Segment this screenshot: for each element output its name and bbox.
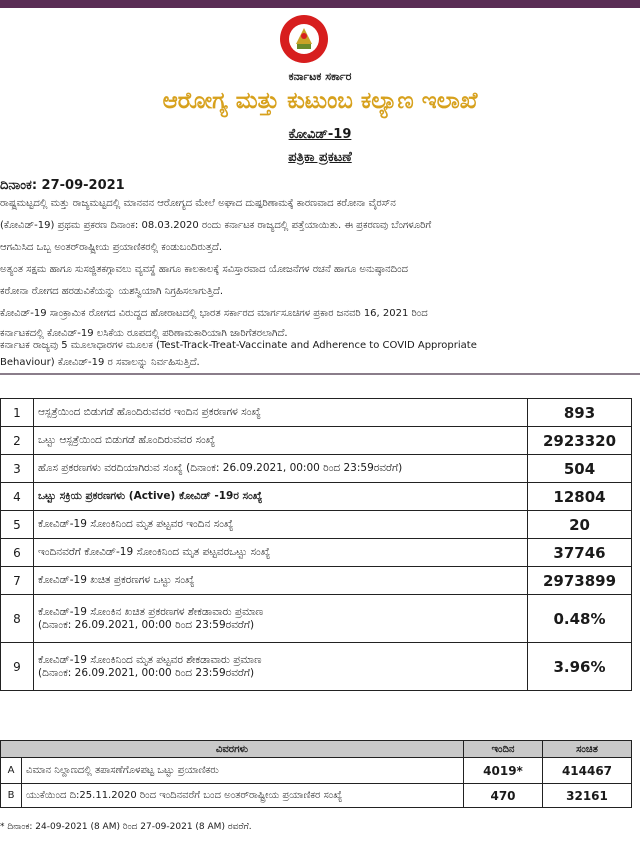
intro-line: ಆಗಮಿಸಿದ ಒಬ್ಬ ಅಂತರ್‌ರಾಷ್ಟ್ರೀಯ ಪ್ರಯಾಣಿಕರಲ್ಲಿ ಕಂಡುಬಂದಿರುತ್ತದೆ. <box>0 242 223 253</box>
intro-line: (ಕೋವಿಡ್-19) ಪ್ರಥಮ ಪ್ರಕರಣ ದಿನಾಂಕ: 08.03.2020 ರಂದು ಕರ್ನಾಟಕ ರಾಜ್ಯದಲ್ಲಿ ಪತ್ತೆಯಾಯಿತು. ಈ ಪ್ರಕರಣವು ಬೆಂಗಳೂರಿಗೆ <box>0 220 432 231</box>
table-row <box>1 399 632 427</box>
intro-line: ರಾಷ್ಟ್ರಮಟ್ಟದಲ್ಲಿ ಮತ್ತು ರಾಜ್ಯಮಟ್ಟದಲ್ಲಿ ಮಾನವನ ಆರೋಗ್ಯದ ಮೇಲೆ ಅಘಾದ ದುಷ್ಪರಿಣಾಮಕ್ಕೆ ಕಾರಣವಾದ ಕರೋನಾ ವೈರಸ್‌ನ <box>0 198 396 209</box>
table-row <box>1 539 632 567</box>
row-id: B <box>1 784 22 808</box>
row-cumulative: 32161 <box>543 784 632 808</box>
table-row <box>1 595 632 643</box>
col-header-cumulative: ಸಂಚಿತ <box>543 741 632 758</box>
row-label: ಹೊಸ ಪ್ರಕರಣಗಳು ವರದಿಯಾಗಿರುವ ಸಂಖ್ಯೆ (ದಿನಾಂಕ: 26.09.2021, 00:00 ರಿಂದ 23:59ರವರೆಗೆ) <box>34 455 528 483</box>
table-row <box>1 511 632 539</box>
row-number: 4 <box>1 483 34 511</box>
row-number: 9 <box>1 643 34 691</box>
section-divider <box>0 373 640 375</box>
travel-table <box>0 740 632 808</box>
press-release-heading: ಪತ್ರಿಕಾ ಪ್ರಕಟಣೆ <box>288 150 352 165</box>
row-label-cell <box>34 595 528 643</box>
row-value: 20 <box>528 511 632 539</box>
government-name: ಕರ್ನಾಟಕ ಸರ್ಕಾರ <box>288 70 352 83</box>
table-row <box>1 643 632 691</box>
row-sublabel: (ದಿನಾಂಕ: 26.09.2021, 00:00 ರಿಂದ 23:59ರವರೆಗೆ) <box>38 618 255 631</box>
row-sublabel: (ದಿನಾಂಕ: 26.09.2021, 00:00 ರಿಂದ 23:59ರವರೆಗೆ) <box>38 666 255 679</box>
row-value: 504 <box>528 455 632 483</box>
subject-heading: ಕೋವಿಡ್-19 <box>288 127 352 142</box>
row-number: 6 <box>1 539 34 567</box>
row-number: 8 <box>1 595 34 643</box>
table-row <box>1 784 632 808</box>
row-number: 1 <box>1 399 34 427</box>
row-label: ಒಟ್ಟು ಆಸ್ಪತ್ರೆಯಿಂದ ಬಿಡುಗಡೆ ಹೊಂದಿರುವವರ ಸಂಖ್ಯೆ <box>34 427 528 455</box>
department-name: ಆರೋಗ್ಯ ಮತ್ತು ಕುಟುಂಬ ಕಲ್ಯಾಣ ಇಲಾಖೆ <box>162 88 478 114</box>
intro-line: ಕೋವಿಡ್-19 ಸಾಂಕ್ರಾಮಿಕ ರೋಗದ ವಿರುದ್ಧದ ಹೋರಾಟದಲ್ಲಿ ಭಾರತ ಸರ್ಕಾರದ ಮಾರ್ಗಸೂಚಿಗಳ ಪ್ರಕಾರ ಜನವರಿ 16, 2021 ರಿಂದ <box>0 308 428 319</box>
footnote: * ದಿನಾಂಕ: 24-09-2021 (8 AM) ರಿಂದ 27-09-2021 (8 AM) ರವರೆಗೆ. <box>0 822 252 832</box>
intro-line: ಕರ್ನಾಟಕದಲ್ಲಿ ಕೋವಿಡ್-19 ಲಸಿಕೆಯ ರೂಪದಲ್ಲಿ ಪರಿಣಾಮಕಾರಿಯಾಗಿ ಜಾರಿಗೆತರಲಾಗಿದೆ. <box>0 328 288 339</box>
col-header-details: ವಿವರಗಳು <box>1 741 464 758</box>
row-number: 2 <box>1 427 34 455</box>
intro-line: Behaviour) ಕೋವಿಡ್-19 ರ ಸವಾಲನ್ನು ನಿರ್ವಹಿಸುತ್ತಿದೆ. <box>0 357 200 368</box>
row-label: ಇಂದಿನವರೆಗೆ ಕೋವಿಡ್-19 ಸೋಂಕಿನಿಂದ ಮೃತ ಪಟ್ಟವರಒಟ್ಟು ಸಂಖ್ಯೆ <box>34 539 528 567</box>
row-today: 4019* <box>464 758 543 784</box>
table-row <box>1 567 632 595</box>
row-label-cell <box>34 643 528 691</box>
row-today: 470 <box>464 784 543 808</box>
table-row <box>1 427 632 455</box>
table-row <box>1 758 632 784</box>
row-number: 7 <box>1 567 34 595</box>
row-label: ಕೋವಿಡ್-19 ಖಚಿತ ಪ್ರಕರಣಗಳ ಒಟ್ಟು ಸಂಖ್ಯೆ <box>34 567 528 595</box>
row-value: 2973899 <box>528 567 632 595</box>
table-row <box>1 483 632 511</box>
row-label: ವಿಮಾನ ನಿಲ್ದಾಣದಲ್ಲಿ ತಪಾಸಣೆಗೊಳಪಟ್ಟ ಒಟ್ಟು ಪ್ರಯಾಣಿಕರು <box>22 758 464 784</box>
row-label: ಕೋವಿಡ್-19 ಸೋಂಕಿನ ಖಚಿತ ಪ್ರಕರಣಗಳ ಶೇಕಡಾವಾರು ಪ್ರಮಾಣ <box>38 605 264 618</box>
row-number: 3 <box>1 455 34 483</box>
row-label: ಕೋವಿಡ್-19 ಸೋಂಕಿನಿಂದ ಮೃತ ಪಟ್ಟವರ ಇಂದಿನ ಸಂಖ್ಯೆ <box>34 511 528 539</box>
table-row <box>1 455 632 483</box>
intro-line: ಕರೋನಾ ರೋಗದ ಹರಡುವಿಕೆಯನ್ನು ಯಶಸ್ವಿಯಾಗಿ ನಿಗ್ರಹಿಸಲಾಗುತ್ತಿದೆ. <box>0 286 224 297</box>
row-label: ಒಟ್ಟು ಸಕ್ರಿಯ ಪ್ರಕರಣಗಳು (Active) ಕೋವಿಡ್ -19ರ ಸಂಖ್ಯೆ <box>34 483 528 511</box>
row-value: 12804 <box>528 483 632 511</box>
row-value: 3.96% <box>528 643 632 691</box>
row-value: 0.48% <box>528 595 632 643</box>
row-value: 893 <box>528 399 632 427</box>
row-label: ಆಸ್ಪತ್ರೆಯಿಂದ ಬಿಡುಗಡೆ ಹೊಂದಿರುವವರ ಇಂದಿನ ಪ್ರಕರಣಗಳ ಸಂಖ್ಯೆ <box>34 399 528 427</box>
row-value: 2923320 <box>528 427 632 455</box>
covid-stats-table <box>0 398 632 691</box>
top-border <box>0 0 640 8</box>
intro-line: ಅತ್ಯಂತ ಸಕ್ಷಮ ಹಾಗೂ ಸುಸಜ್ಜಿತಕಗ್ಗಾವಲು ವ್ಯವಸ್ಥೆ ಹಾಗೂ ಕಾಲಕಾಲಕ್ಕೆ ಸವಿಸ್ತಾರವಾದ ಯೋಜನೆಗಳ ರಚನೆ ಹಾಗೂ ಅನುಷ್ಠಾನದಿಂದ <box>0 264 408 275</box>
row-number: 5 <box>1 511 34 539</box>
col-header-today: ಇಂದಿನ <box>464 741 543 758</box>
intro-line: ಕರ್ನಾಟಕ ರಾಜ್ಯವು 5 ಮೂಲಾಧಾರಗಳ ಮೂಲಕ (Test-Track-Treat-Vaccinate and Adherence to COVID Appropriate <box>0 340 477 351</box>
row-value: 37746 <box>528 539 632 567</box>
row-label: ಯುಕೆಯಿಂದ ದಿ:25.11.2020 ರಿಂದ ಇಂದಿನವರೆಗೆ ಬಂದ ಅಂತರ್‌ರಾಷ್ಟ್ರೀಯ ಪ್ರಯಾಣಿಕರ ಸಂಖ್ಯೆ <box>22 784 464 808</box>
release-date: ದಿನಾಂಕ: 27-09-2021 <box>0 178 125 193</box>
table-header-row <box>1 741 632 758</box>
row-label: ಕೋವಿಡ್-19 ಸೋಂಕಿನಿಂದ ಮೃತ ಪಟ್ಟವರ ಶೇಕಡಾವಾರು ಪ್ರಮಾಣ <box>38 653 262 666</box>
karnataka-emblem-icon <box>268 14 340 64</box>
row-cumulative: 414467 <box>543 758 632 784</box>
row-id: A <box>1 758 22 784</box>
